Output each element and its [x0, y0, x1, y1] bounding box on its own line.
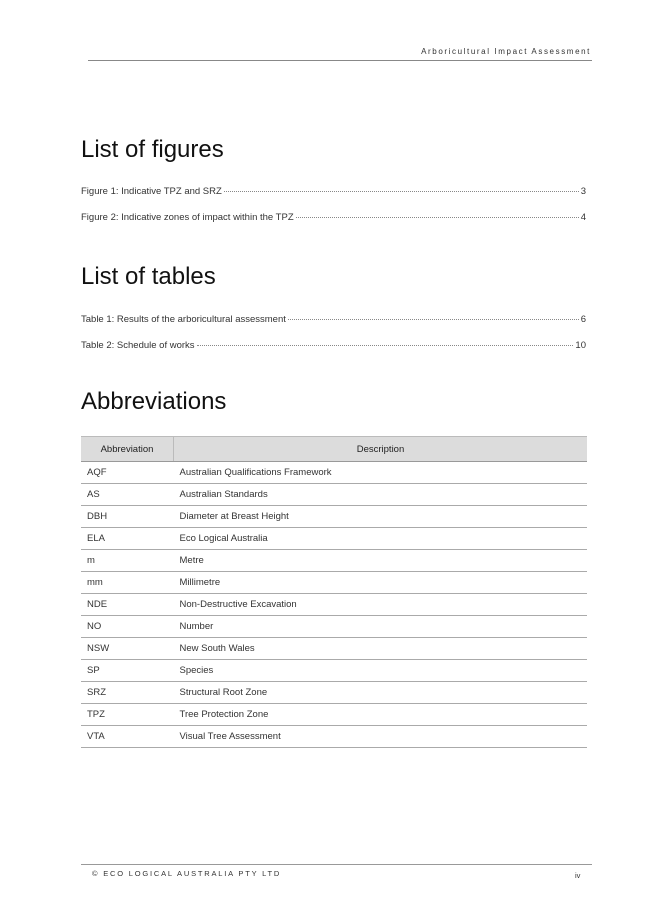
table-row: [81, 594, 587, 616]
abbreviation-cell: NDE: [81, 594, 174, 616]
toc-leader-dots: [296, 217, 579, 218]
table-row: [81, 638, 587, 660]
toc-leader-dots: [224, 191, 579, 192]
table-row: [81, 572, 587, 594]
description-cell: Diameter at Breast Height: [174, 506, 588, 528]
list-of-figures-heading: List of figures: [81, 136, 224, 163]
header-divider: [88, 60, 592, 61]
table-row: [81, 528, 587, 550]
description-cell: Eco Logical Australia: [174, 528, 588, 550]
toc-entry-table-1[interactable]: [81, 314, 586, 325]
footer-copyright: © ECO LOGICAL AUSTRALIA PTY LTD: [92, 869, 282, 878]
toc-entry-page: 6: [580, 314, 586, 325]
abbreviation-cell: SP: [81, 660, 174, 682]
column-header-abbreviation: Abbreviation: [81, 437, 174, 462]
toc-entry-figure-2[interactable]: [81, 212, 586, 223]
toc-entry-label: Table 1: Results of the arboricultural assessment: [81, 314, 286, 325]
abbreviation-cell: SRZ: [81, 682, 174, 704]
table-row: [81, 616, 587, 638]
abbreviation-cell: mm: [81, 572, 174, 594]
toc-entry-page: 3: [580, 186, 586, 197]
abbreviation-cell: AS: [81, 484, 174, 506]
toc-entry-label: Figure 1: Indicative TPZ and SRZ: [81, 186, 222, 197]
page-number: iv: [575, 871, 581, 880]
running-header: Arboricultural Impact Assessment: [421, 47, 591, 56]
description-cell: Species: [174, 660, 588, 682]
table-row: [81, 462, 587, 484]
table-row: [81, 660, 587, 682]
table-row: [81, 682, 587, 704]
abbreviation-cell: DBH: [81, 506, 174, 528]
toc-entry-figure-1[interactable]: [81, 186, 586, 197]
description-cell: Structural Root Zone: [174, 682, 588, 704]
toc-entry-label: Figure 2: Indicative zones of impact within the TPZ: [81, 212, 294, 223]
table-row: [81, 704, 587, 726]
description-cell: Millimetre: [174, 572, 588, 594]
description-cell: Non-Destructive Excavation: [174, 594, 588, 616]
description-cell: Metre: [174, 550, 588, 572]
table-row: [81, 484, 587, 506]
toc-entry-label: Table 2: Schedule of works: [81, 340, 195, 351]
column-header-description: Description: [174, 437, 588, 462]
abbreviation-cell: VTA: [81, 726, 174, 748]
table-header-row: [81, 437, 587, 462]
abbreviation-cell: NO: [81, 616, 174, 638]
description-cell: Number: [174, 616, 588, 638]
toc-entry-table-2[interactable]: [81, 340, 586, 351]
toc-entry-page: 4: [580, 212, 586, 223]
abbreviations-heading: Abbreviations: [81, 388, 227, 415]
abbreviations-table: [81, 436, 587, 748]
description-cell: Tree Protection Zone: [174, 704, 588, 726]
abbreviation-cell: TPZ: [81, 704, 174, 726]
abbreviations-table-body: [81, 462, 587, 748]
toc-leader-dots: [197, 345, 574, 346]
table-row: [81, 550, 587, 572]
description-cell: Australian Qualifications Framework: [174, 462, 588, 484]
abbreviation-cell: ELA: [81, 528, 174, 550]
table-row: [81, 726, 587, 748]
description-cell: New South Wales: [174, 638, 588, 660]
toc-leader-dots: [288, 319, 579, 320]
abbreviation-cell: m: [81, 550, 174, 572]
abbreviation-cell: AQF: [81, 462, 174, 484]
table-row: [81, 506, 587, 528]
list-of-tables-heading: List of tables: [81, 263, 216, 290]
description-cell: Visual Tree Assessment: [174, 726, 588, 748]
description-cell: Australian Standards: [174, 484, 588, 506]
abbreviation-cell: NSW: [81, 638, 174, 660]
footer-divider: [81, 864, 592, 865]
toc-entry-page: 10: [575, 340, 586, 351]
